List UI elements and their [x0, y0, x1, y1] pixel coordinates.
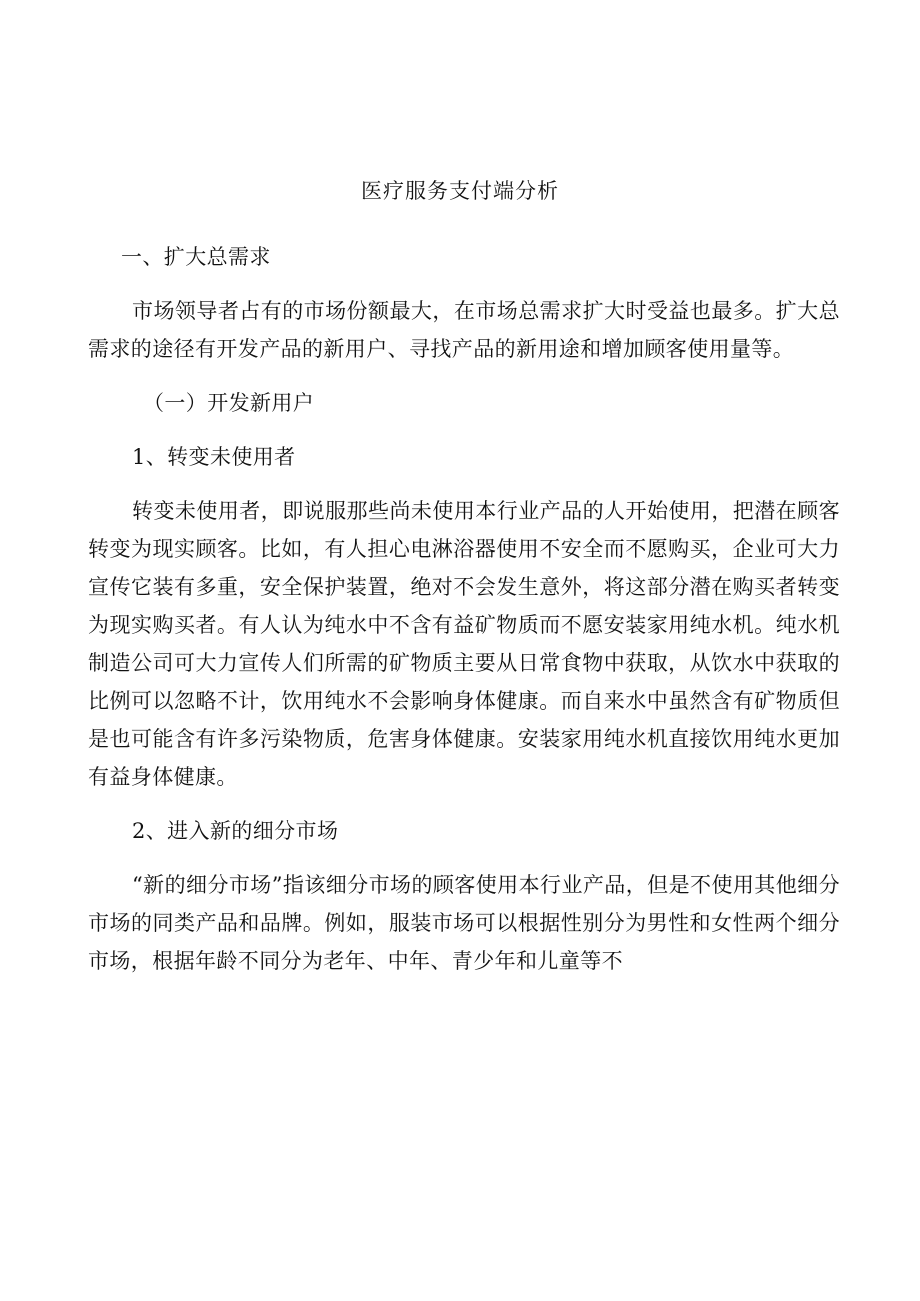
- paragraph-convert-non-users: 转变未使用者，即说服那些尚未使用本行业产品的人开始使用，把潜在顾客转变为现实顾客。比如，有人担心电淋浴器使用不安全而不愿购买，企业可大力宣传它装有多重，安全保护装置，绝对不会发生意外，将这部分潜在购买者转变为现实购买者。有人认为纯水中不含有益矿物质而不愿安装家用纯水机。纯水机制造公司可大力宣传人们所需的矿物质主要从日常食物中获取，从饮水中获取的比例可以忽略不计，饮用纯水不会影响身体健康。而自来水中虽然含有矿物质但是也可能含有许多污染物质，危害身体健康。安装家用纯水机直接饮用纯水更加有益身体健康。: [88, 499, 840, 789]
- section-heading-expand-demand: 一、扩大总需求: [121, 245, 271, 269]
- subsection-heading-new-users: （一）开发新用户: [143, 391, 315, 415]
- document-body: [88, 238, 840, 996]
- paragraph-new-segment: “新的细分市场”指该细分市场的顾客使用本行业产品，但是不使用其他细分市场的同类产品和品牌。例如，服装市场可以根据性别分为男性和女性两个细分市场，根据年龄不同分为老年、中年、青少年和儿童等不: [88, 873, 840, 973]
- item-heading-convert-non-users: 1、转变未使用者: [132, 445, 296, 469]
- document-title: 医疗服务支付端分析: [361, 179, 559, 203]
- paragraph-expand-demand: 市场领导者占有的市场份额最大，在市场总需求扩大时受益也最多。扩大总需求的途径有开发产品的新用户、寻找产品的新用途和增加顾客使用量等。: [88, 299, 840, 361]
- item-heading-new-segment: 2、进入新的细分市场: [132, 819, 339, 843]
